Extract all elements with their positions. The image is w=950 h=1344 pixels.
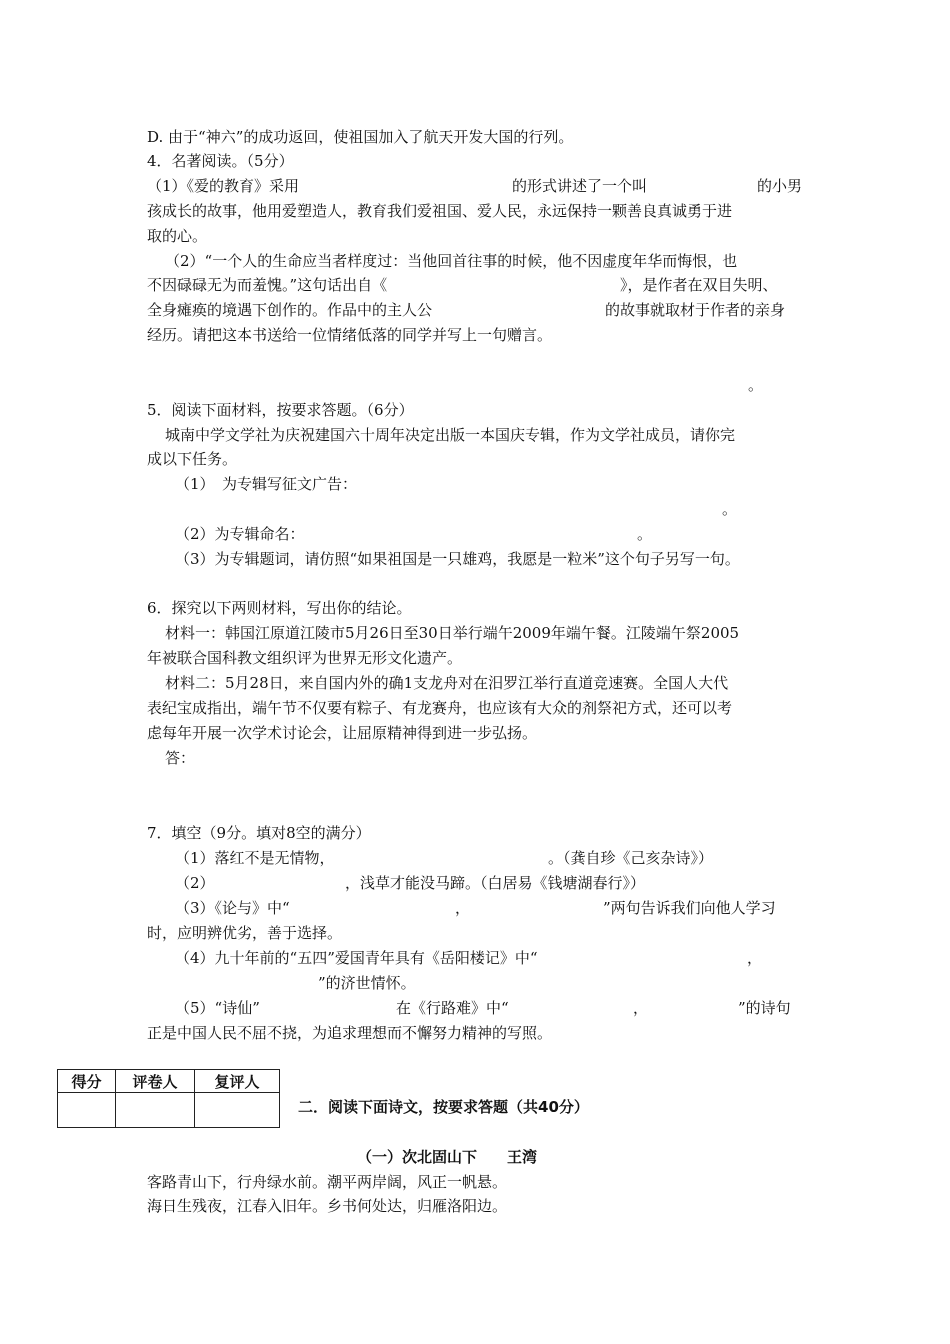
q7-s5-d: ”的诗句	[738, 999, 791, 1017]
q6-title: 6．探究以下两则材料，写出你的结论。	[147, 599, 412, 617]
q7-s4-b: ，	[747, 949, 763, 967]
reviewer-cell[interactable]	[195, 1093, 280, 1128]
q4-p1-a: （1）《爱的教育》采用	[147, 177, 300, 195]
q4-p2-a: （2）“一个人的生命应当者样度过：当他回首往事的时候，他不因虚度年华而悔恨，也	[165, 252, 738, 270]
q7-s5-c: ，	[633, 999, 649, 1017]
reviewer-header: 复评人	[195, 1070, 280, 1093]
q4-p2-b: 不因碌碌无为而羞愧。”这句话出自《	[147, 276, 388, 294]
q7-s5-b: 在《行路难》中“	[396, 999, 509, 1017]
q4-title: 4．名著阅读。（5分）	[147, 152, 294, 170]
q4-p1-e: 取的心。	[147, 227, 208, 245]
q6-m1-a: 材料一：韩国江原道江陵市5月26日至30日举行端午2009年端午餐。江陵端午祭2005	[165, 624, 740, 642]
q5-task-1: （1） 为专辑写征文广告：	[175, 475, 358, 493]
poem-line-2: 海日生残夜，江春入旧年。乡书何处达，归雁洛阳边。	[147, 1197, 508, 1215]
section2-title: 二．阅读下面诗文，按要求答题（共40分）	[298, 1098, 589, 1116]
q7-s3-b: ，	[455, 899, 471, 917]
q7-s3-c: ”两句告诉我们向他人学习	[603, 899, 776, 917]
q7-title: 7．填空（9分。填对8空的满分）	[147, 824, 371, 842]
q7-s5-a: （5）“诗仙”	[175, 999, 260, 1017]
q7-s3-d: 时，应明辨优劣，善于选择。	[147, 924, 343, 942]
score-table	[57, 1069, 280, 1128]
q4-p2-e: 的故事就取材于作者的亲身	[605, 301, 786, 319]
q7-s3-a: （3）《论与》中“	[175, 899, 290, 917]
q5-task-2-end: 。	[637, 525, 653, 543]
q5-title: 5．阅读下面材料，按要求答题。（6分）	[147, 401, 414, 419]
q7-s1-b: 。（龚自珍《己亥杂诗》）	[548, 849, 714, 867]
q5-intro-b: 成以下任务。	[147, 450, 238, 468]
q7-s2-b: ，浅草才能没马蹄。（白居易《钱塘湖春行》）	[345, 874, 646, 892]
q4-p2-d: 全身瘫痪的境遇下创作的。作品中的主人公	[147, 301, 433, 319]
q4-p2-c: 》，是作者在双目失明、	[620, 276, 778, 294]
poem-title: （一）次北固山下 王湾	[357, 1148, 538, 1166]
q7-s4-a: （4）九十年前的“五四”爱国青年具有《岳阳楼记》中“	[175, 949, 538, 967]
q7-s2-a: （2）	[175, 874, 215, 892]
q5-task-2: （2）为专辑命名：	[175, 525, 305, 543]
grader-header: 评卷人	[116, 1070, 195, 1093]
score-cell[interactable]	[58, 1093, 116, 1128]
q7-s5-e: 正是中国人民不屈不挠，为追求理想而不懈努力精神的写照。	[147, 1024, 553, 1042]
q4-end-mark: 。	[748, 376, 764, 394]
q5-task-1-end: 。	[722, 500, 738, 518]
q3-option-d: D. 由于“神六”的成功返回，使祖国加入了航天开发大国的行列。	[147, 128, 574, 146]
q4-p2-f: 经历。请把这本书送给一位情绪低落的同学并写上一句赠言。	[147, 326, 553, 344]
q4-p1-c: 的小男	[757, 177, 803, 195]
q7-s1-a: （1）落红不是无情物，	[175, 849, 335, 867]
q6-answer: 答：	[165, 749, 196, 767]
poem-line-1: 客路青山下，行舟绿水前。潮平两岸阔，风正一帆悬。	[147, 1173, 508, 1191]
q5-task-3: （3）为专辑题词，请仿照“如果祖国是一只雄鸡，我愿是一粒米”这个句子另写一句。	[175, 550, 740, 568]
q7-s4-c: ”的济世情怀。	[318, 974, 416, 992]
score-header: 得分	[58, 1070, 116, 1093]
q5-intro-a: 城南中学文学社为庆祝建国六十周年决定出版一本国庆专辑，作为文学社成员，请你完	[165, 426, 736, 444]
q4-p1-b: 的形式讲述了一个叫	[512, 177, 648, 195]
q6-m2-b: 表纪宝成指出，端午节不仅要有粽子、有龙赛舟，也应该有大众的剂祭祀方式，还可以考	[147, 699, 733, 717]
q6-m2-c: 虑每年开展一次学术讨论会，让屈原精神得到进一步弘扬。	[147, 724, 538, 742]
grader-cell[interactable]	[116, 1093, 195, 1128]
q4-p1-d: 孩成长的故事，他用爱塑造人，教育我们爱祖国、爱人民，永远保持一颗善良真诚勇于进	[147, 202, 733, 220]
q6-m1-b: 年被联合国科教文组织评为世界无形文化遗产。	[147, 649, 463, 667]
q6-m2-a: 材料二：5月28日，来自国内外的确1支龙舟对在汨罗江举行直道竞速赛。全国人大代	[165, 674, 729, 692]
